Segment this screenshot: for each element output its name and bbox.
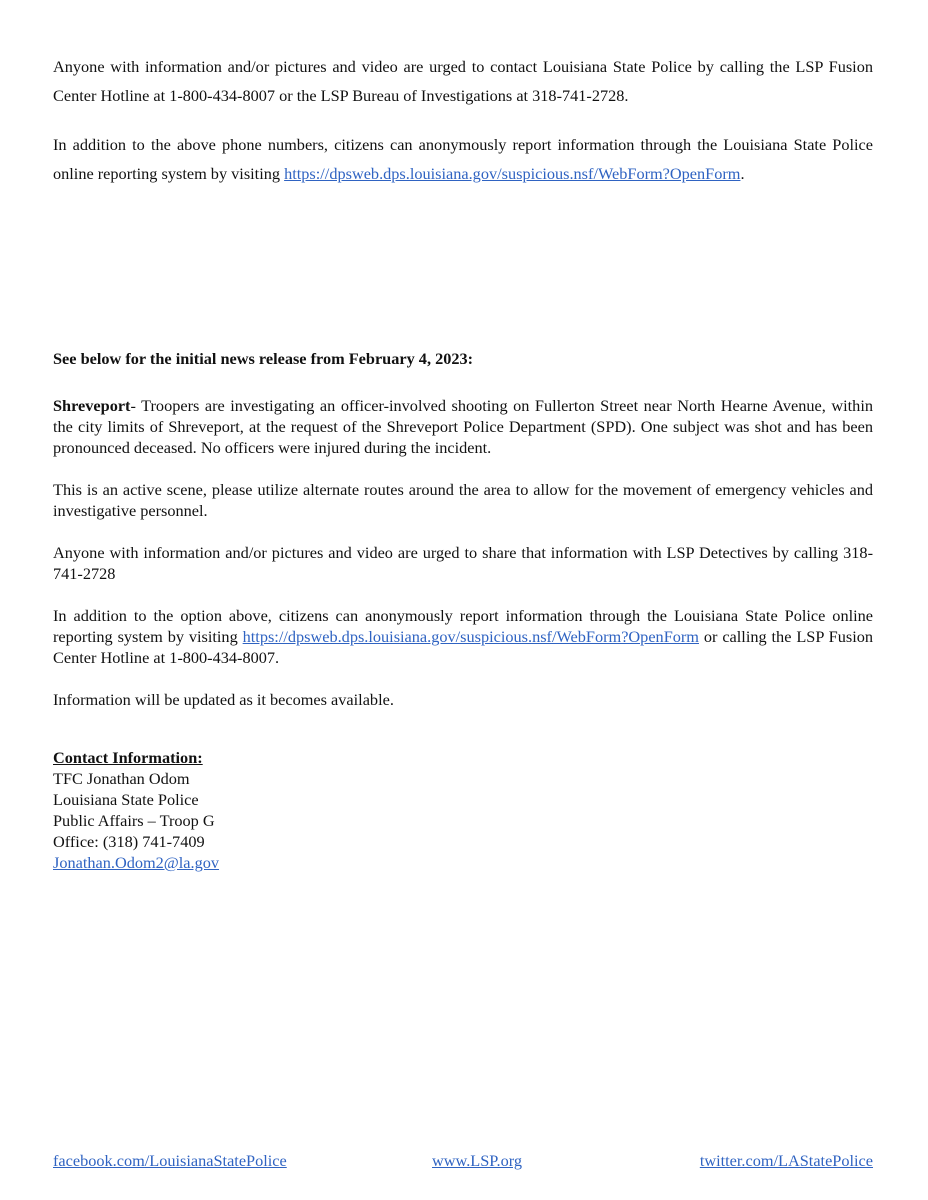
release-paragraph-updates <box>53 689 873 710</box>
release-paragraph-shooting <box>53 395 873 458</box>
contact-name: TFC Jonathan Odom <box>53 769 190 788</box>
initial-release-heading-text: See below for the initial news release from February 4, 2023: <box>53 349 474 368</box>
top-paragraph-online-report-end: . <box>740 164 745 183</box>
initial-release-heading <box>53 348 873 369</box>
contact-agency: Louisiana State Police <box>53 790 199 809</box>
release-paragraph-updates-text: Information will be updated as it becomes available. <box>53 690 394 709</box>
release-paragraph-online-report-end: or calling the LSP Fusion Center Hotline at 1-800-434-8007. <box>53 627 873 667</box>
release-paragraph-active-scene-text: This is an active scene, please utilize alternate routes around the area to allow for the movement of emergency vehicles and investigative personnel. <box>53 480 873 520</box>
footer-facebook-link[interactable]: facebook.com/LouisianaStatePolice <box>53 1151 287 1170</box>
footer-website-link[interactable]: www.LSP.org <box>432 1151 523 1170</box>
top-paragraph-contact <box>53 52 873 110</box>
top-paragraph-online-report <box>53 130 873 188</box>
top-paragraph-contact-text: Anyone with information and/or pictures and video are urged to contact Louisiana State Police by calling the LSP Fusion Center Hotline at 1-800-434-8007 or the LSP Bureau of Investigations at 318-741-2728. <box>53 57 873 105</box>
release-paragraph-active-scene <box>53 479 873 521</box>
dateline: Shreveport <box>53 396 131 415</box>
contact-email-link[interactable]: Jonathan.Odom2@la.gov <box>53 853 220 872</box>
release-paragraph-share-info-text: Anyone with information and/or pictures and video are urged to share that information with LSP Detectives by calling 318-741-2728 <box>53 543 873 583</box>
footer-twitter-link[interactable]: twitter.com/LAStatePolice <box>699 1151 873 1170</box>
contact-office-phone: Office: (318) 741-7409 <box>53 832 205 851</box>
top-paragraph-online-report-text: In addition to the above phone numbers, citizens can anonymously report information through the Louisiana State Police online reporting system by visiting <box>53 135 873 183</box>
suspicious-report-link-release[interactable]: https://dpsweb.dps.louisiana.gov/suspicious.nsf/WebForm?OpenForm <box>242 627 699 646</box>
release-paragraph-shooting-text: - Troopers are investigating an officer-involved shooting on Fullerton Street near North Hearne Avenue, within the city limits of Shreveport, at the request of the Shreveport Police Department (SPD). One subject was shot and has been pronounced deceased. No officers were injured during the incident. <box>53 396 873 457</box>
contact-unit: Public Affairs – Troop G <box>53 811 215 830</box>
suspicious-report-link-top[interactable]: https://dpsweb.dps.louisiana.gov/suspicious.nsf/WebForm?OpenForm <box>284 164 741 183</box>
release-paragraph-share-info <box>53 542 873 584</box>
footer <box>53 1150 873 1172</box>
contact-block <box>53 747 219 873</box>
release-paragraph-online-report-text: In addition to the option above, citizens can anonymously report information through the Louisiana State Police online reporting system by visiting <box>53 606 873 646</box>
release-paragraph-online-report <box>53 605 873 668</box>
contact-heading: Contact Information: <box>53 748 203 767</box>
